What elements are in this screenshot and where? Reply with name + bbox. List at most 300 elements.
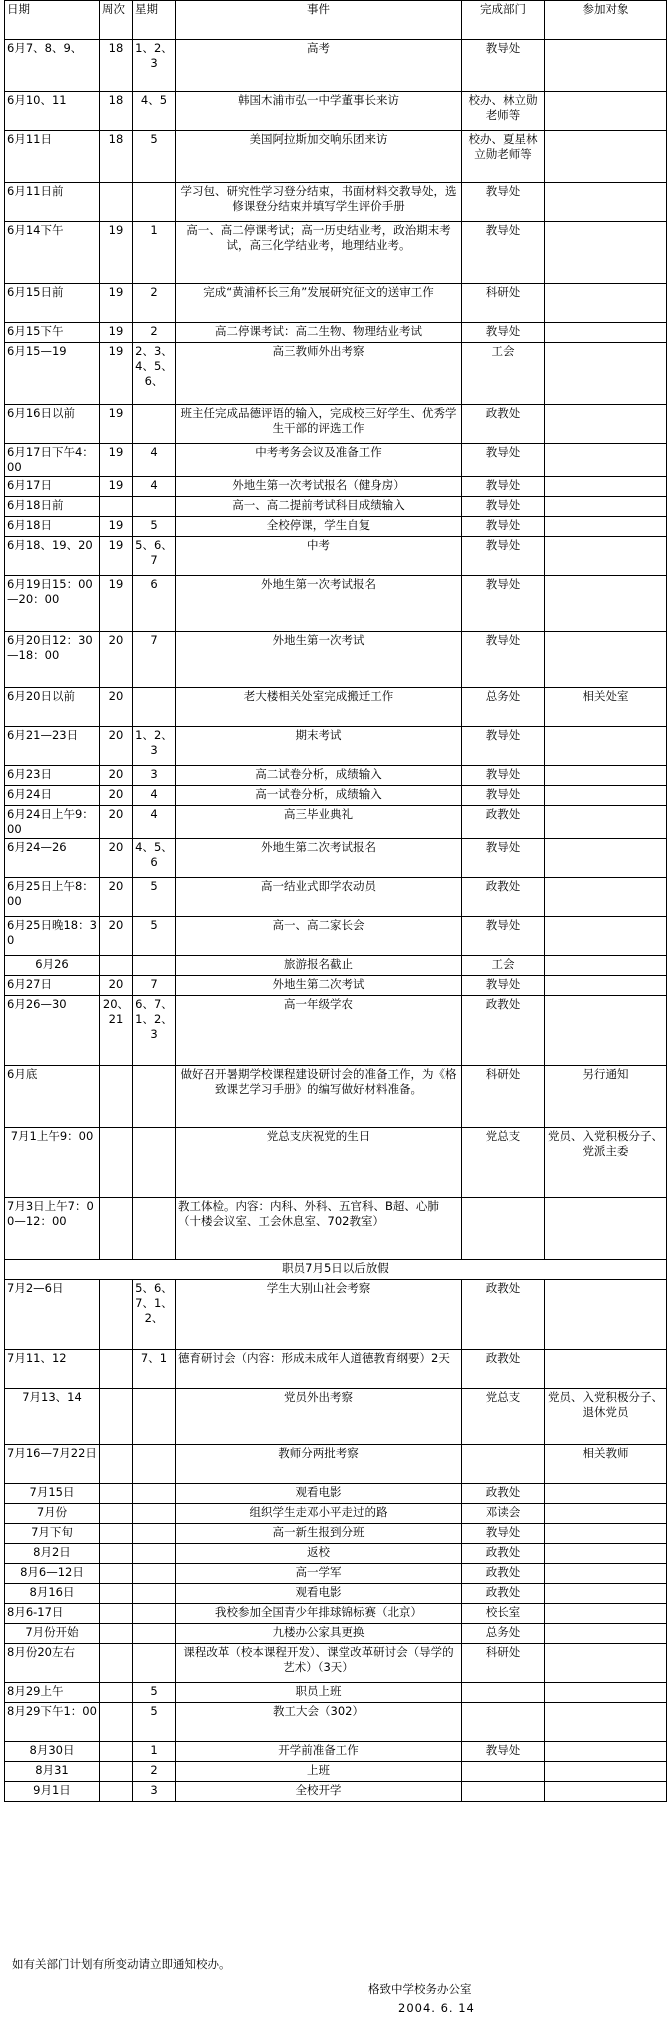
cell-target	[545, 1504, 667, 1524]
table-row	[5, 537, 667, 576]
cell-dept: 教导处	[462, 477, 545, 497]
table-row	[5, 917, 667, 956]
cell-event: 外地生第一次考试	[176, 632, 462, 688]
table-row	[5, 444, 667, 477]
cell-event: 高一、高二提前考试科目成绩输入	[176, 497, 462, 517]
cell-date: 8月29下午1：00	[5, 1703, 100, 1742]
cell-target	[545, 1544, 667, 1564]
cell-target	[545, 1782, 667, 1802]
cell-target	[545, 786, 667, 806]
cell-event: 课程改革（校本课程开发）、课堂改革研讨会（导学的艺术）（3天）	[176, 1644, 462, 1683]
cell-day: 6	[133, 576, 176, 632]
schedule-table	[4, 0, 667, 1802]
cell-event: 外地生第二次考试	[176, 976, 462, 996]
table-row	[5, 1584, 667, 1604]
table-row	[5, 517, 667, 537]
cell-target	[545, 323, 667, 343]
cell-event: 九楼办公家具更换	[176, 1624, 462, 1644]
cell-dept	[462, 1445, 545, 1484]
cell-target	[545, 766, 667, 786]
cell-date: 6月20日12：30—18：00	[5, 632, 100, 688]
cell-event: 高二试卷分析，成绩输入	[176, 766, 462, 786]
cell-date: 7月13、14	[5, 1389, 100, 1445]
cell-date: 6月18、19、20	[5, 537, 100, 576]
cell-event: 中考考务会议及准备工作	[176, 444, 462, 477]
cell-event: 高一结业式即学农动员	[176, 878, 462, 917]
cell-target	[545, 632, 667, 688]
cell-week	[100, 1504, 133, 1524]
cell-target	[545, 183, 667, 222]
cell-date: 6月23日	[5, 766, 100, 786]
cell-date: 8月29上午	[5, 1683, 100, 1703]
cell-target	[545, 1703, 667, 1742]
cell-dept	[462, 1782, 545, 1802]
cell-dept: 科研处	[462, 284, 545, 323]
cell-target	[545, 405, 667, 444]
cell-day: 7	[133, 632, 176, 688]
cell-day: 4	[133, 806, 176, 839]
cell-date: 7月11、12	[5, 1350, 100, 1389]
cell-week	[100, 1389, 133, 1445]
cell-week: 19	[100, 576, 133, 632]
cell-event: 高三毕业典礼	[176, 806, 462, 839]
cell-day	[133, 1066, 176, 1128]
cell-dept: 政教处	[462, 1584, 545, 1604]
cell-week	[100, 1644, 133, 1683]
cell-day: 5	[133, 917, 176, 956]
table-row	[5, 1198, 667, 1260]
cell-date: 6月7、8、9、	[5, 40, 100, 92]
cell-dept: 教导处	[462, 786, 545, 806]
cell-target	[545, 806, 667, 839]
table-row	[5, 405, 667, 444]
cell-week: 18	[100, 40, 133, 92]
cell-day: 3	[133, 1782, 176, 1802]
cell-event: 高三教师外出考察	[176, 343, 462, 405]
cell-target	[545, 1350, 667, 1389]
table-row	[5, 1066, 667, 1128]
cell-week	[100, 1782, 133, 1802]
cell-week: 19	[100, 405, 133, 444]
table-row	[5, 1280, 667, 1350]
table-row	[5, 1350, 667, 1389]
cell-event: 学生大别山社会考察	[176, 1280, 462, 1350]
cell-week: 20	[100, 786, 133, 806]
cell-event: 开学前准备工作	[176, 1742, 462, 1762]
cell-dept: 教导处	[462, 222, 545, 284]
cell-event: 教工体检。内容：内科、外科、五官科、B超、心肺（十楼会议室、工会休息室、702教室）	[176, 1198, 462, 1260]
cell-dept: 教导处	[462, 766, 545, 786]
cell-day: 4、5	[133, 92, 176, 131]
cell-dept	[462, 1198, 545, 1260]
cell-day	[133, 1198, 176, 1260]
cell-event: 观看电影	[176, 1584, 462, 1604]
header-week: 周次	[100, 1, 133, 40]
cell-dept: 教导处	[462, 976, 545, 996]
table-row	[5, 1504, 667, 1524]
cell-day: 5	[133, 1683, 176, 1703]
cell-event: 党总支庆祝党的生日	[176, 1128, 462, 1198]
cell-target: 另行通知	[545, 1066, 667, 1128]
cell-date: 6月25日上午8：00	[5, 878, 100, 917]
cell-target	[545, 1624, 667, 1644]
cell-dept: 科研处	[462, 1644, 545, 1683]
cell-target	[545, 537, 667, 576]
table-row	[5, 956, 667, 976]
cell-date: 6月24日	[5, 786, 100, 806]
cell-date: 6月15日前	[5, 284, 100, 323]
cell-week: 19	[100, 343, 133, 405]
cell-event: 班主任完成品德评语的输入，完成校三好学生、优秀学生干部的评选工作	[176, 405, 462, 444]
cell-day	[133, 497, 176, 517]
cell-event: 中考	[176, 537, 462, 576]
cell-week	[100, 1066, 133, 1128]
cell-day: 3	[133, 766, 176, 786]
table-row	[5, 766, 667, 786]
cell-date: 6月24—26	[5, 839, 100, 878]
cell-dept: 教导处	[462, 497, 545, 517]
table-row	[5, 323, 667, 343]
cell-event: 全校停课，学生自复	[176, 517, 462, 537]
cell-day	[133, 1484, 176, 1504]
table-row	[5, 839, 667, 878]
cell-event: 期末考试	[176, 727, 462, 766]
full-width-notice: 职员7月5日以后放假	[5, 1260, 667, 1280]
cell-dept: 教导处	[462, 1742, 545, 1762]
cell-date: 7月2—6日	[5, 1280, 100, 1350]
header-event: 事件	[176, 1, 462, 40]
cell-event: 职员上班	[176, 1683, 462, 1703]
cell-target	[545, 878, 667, 917]
table-row	[5, 688, 667, 727]
cell-day: 5	[133, 131, 176, 183]
table-row	[5, 1683, 667, 1703]
cell-day	[133, 1128, 176, 1198]
table-row	[5, 806, 667, 839]
cell-day: 5、6、7	[133, 537, 176, 576]
table-row	[5, 727, 667, 766]
table-row	[5, 632, 667, 688]
cell-day: 2、3、4、5、6、	[133, 343, 176, 405]
cell-week	[100, 1683, 133, 1703]
cell-event: 返校	[176, 1544, 462, 1564]
cell-event: 学习包、研究性学习登分结束，书面材料交教导处，选修课登分结束并填写学生评价手册	[176, 183, 462, 222]
header-dept: 完成部门	[462, 1, 545, 40]
cell-dept: 教导处	[462, 576, 545, 632]
table-row	[5, 183, 667, 222]
table-row	[5, 1544, 667, 1564]
cell-week	[100, 1703, 133, 1742]
cell-event: 老大楼相关处室完成搬迁工作	[176, 688, 462, 727]
cell-target	[545, 1742, 667, 1762]
cell-week	[100, 1350, 133, 1389]
cell-dept: 校办、林立勋老师等	[462, 92, 545, 131]
cell-day	[133, 1544, 176, 1564]
cell-week	[100, 1544, 133, 1564]
cell-day: 4、5、6	[133, 839, 176, 878]
cell-dept: 教导处	[462, 727, 545, 766]
cell-week	[100, 1524, 133, 1544]
cell-dept: 教导处	[462, 517, 545, 537]
cell-day	[133, 1564, 176, 1584]
cell-dept: 校办、夏星林立勋老师等	[462, 131, 545, 183]
cell-day	[133, 1644, 176, 1683]
cell-week: 20	[100, 806, 133, 839]
cell-day: 6、7、1、2、3	[133, 996, 176, 1066]
cell-date: 6月21—23日	[5, 727, 100, 766]
cell-event: 高一年级学农	[176, 996, 462, 1066]
cell-date: 7月3日上午7：00—12：00	[5, 1198, 100, 1260]
cell-event: 韩国木浦市弘一中学董事长来访	[176, 92, 462, 131]
cell-date: 7月15日	[5, 1484, 100, 1504]
cell-dept: 教导处	[462, 537, 545, 576]
cell-day	[133, 1624, 176, 1644]
cell-target	[545, 1524, 667, 1544]
table-row	[5, 1445, 667, 1484]
footer-org: 格致中学校务办公室	[368, 1982, 472, 1996]
cell-week: 18	[100, 92, 133, 131]
cell-week: 20	[100, 917, 133, 956]
cell-dept: 政教处	[462, 878, 545, 917]
cell-dept: 政教处	[462, 405, 545, 444]
cell-target	[545, 444, 667, 477]
cell-date: 6月20日以前	[5, 688, 100, 727]
header-target: 参加对象	[545, 1, 667, 40]
cell-event: 旅游报名截止	[176, 956, 462, 976]
cell-target	[545, 1604, 667, 1624]
cell-target	[545, 497, 667, 517]
cell-date: 8月2日	[5, 1544, 100, 1564]
cell-day	[133, 1504, 176, 1524]
cell-day	[133, 688, 176, 727]
table-row	[5, 576, 667, 632]
cell-event: 上班	[176, 1762, 462, 1782]
table-row	[5, 343, 667, 405]
cell-date: 6月18日	[5, 517, 100, 537]
cell-dept: 工会	[462, 343, 545, 405]
cell-date: 8月31	[5, 1762, 100, 1782]
cell-week: 19	[100, 323, 133, 343]
cell-target	[545, 1762, 667, 1782]
cell-day: 4	[133, 477, 176, 497]
cell-event: 高一试卷分析，成绩输入	[176, 786, 462, 806]
cell-day: 2	[133, 323, 176, 343]
cell-day	[133, 405, 176, 444]
cell-dept: 教导处	[462, 917, 545, 956]
table-row	[5, 1703, 667, 1742]
cell-day: 1、2、3	[133, 40, 176, 92]
cell-date: 6月11日	[5, 131, 100, 183]
cell-dept: 政教处	[462, 996, 545, 1066]
table-row	[5, 976, 667, 996]
cell-week: 20	[100, 727, 133, 766]
cell-week: 19	[100, 477, 133, 497]
cell-target	[545, 222, 667, 284]
table-row	[5, 1260, 667, 1280]
cell-day: 1	[133, 1742, 176, 1762]
cell-event: 完成“黄浦杯长三角”发展研究征文的送审工作	[176, 284, 462, 323]
cell-dept	[462, 1703, 545, 1742]
cell-date: 6月18日前	[5, 497, 100, 517]
cell-day	[133, 1524, 176, 1544]
cell-week: 20	[100, 632, 133, 688]
cell-dept	[462, 1683, 545, 1703]
table-row	[5, 1624, 667, 1644]
cell-day	[133, 956, 176, 976]
cell-day	[133, 1584, 176, 1604]
cell-target	[545, 1644, 667, 1683]
cell-week	[100, 1584, 133, 1604]
cell-week: 20	[100, 839, 133, 878]
cell-target	[545, 40, 667, 92]
cell-dept: 总务处	[462, 688, 545, 727]
header-row	[5, 1, 667, 40]
cell-week	[100, 1742, 133, 1762]
cell-day: 2	[133, 1762, 176, 1782]
cell-dept: 教导处	[462, 632, 545, 688]
cell-event: 教师分两批考察	[176, 1445, 462, 1484]
cell-week: 19	[100, 284, 133, 323]
table-row	[5, 1484, 667, 1504]
table-row	[5, 1782, 667, 1802]
cell-target	[545, 576, 667, 632]
cell-dept: 教导处	[462, 323, 545, 343]
cell-week	[100, 1484, 133, 1504]
cell-date: 6月17日	[5, 477, 100, 497]
cell-date: 8月30日	[5, 1742, 100, 1762]
cell-event: 外地生第二次考试报名	[176, 839, 462, 878]
cell-date: 6月26—30	[5, 996, 100, 1066]
cell-week	[100, 956, 133, 976]
cell-event: 观看电影	[176, 1484, 462, 1504]
table-row	[5, 1742, 667, 1762]
cell-date: 8月6—12日	[5, 1564, 100, 1584]
cell-week	[100, 1604, 133, 1624]
table-row	[5, 1604, 667, 1624]
cell-event: 高一、高二家长会	[176, 917, 462, 956]
schedule-body	[5, 40, 667, 1802]
cell-date: 7月份	[5, 1504, 100, 1524]
table-row	[5, 1524, 667, 1544]
table-row	[5, 40, 667, 92]
cell-target	[545, 996, 667, 1066]
table-row	[5, 786, 667, 806]
cell-date: 6月14下午	[5, 222, 100, 284]
cell-target	[545, 1280, 667, 1350]
cell-dept: 工会	[462, 956, 545, 976]
cell-target: 党员、入党积极分子、退休党员	[545, 1389, 667, 1445]
cell-dept: 教导处	[462, 444, 545, 477]
cell-target	[545, 92, 667, 131]
cell-day	[133, 1604, 176, 1624]
cell-date: 6月27日	[5, 976, 100, 996]
cell-event: 教工大会（302）	[176, 1703, 462, 1742]
cell-week: 19	[100, 537, 133, 576]
cell-event: 美国阿拉斯加交响乐团来访	[176, 131, 462, 183]
header-day: 星期	[133, 1, 176, 40]
cell-week	[100, 1198, 133, 1260]
cell-dept: 党总支	[462, 1389, 545, 1445]
cell-event: 高一、高二停课考试；高一历史结业考，政治期末考试，高三化学结业考，地理结业考。	[176, 222, 462, 284]
cell-target: 相关教师	[545, 1445, 667, 1484]
cell-target: 党员、入党积极分子、党派主委	[545, 1128, 667, 1198]
cell-day	[133, 183, 176, 222]
table-row	[5, 477, 667, 497]
cell-week	[100, 1128, 133, 1198]
cell-dept: 政教处	[462, 1484, 545, 1504]
table-row	[5, 1128, 667, 1198]
cell-week	[100, 1280, 133, 1350]
cell-date: 6月15下午	[5, 323, 100, 343]
cell-target	[545, 284, 667, 323]
cell-event: 我校参加全国青少年排球锦标赛（北京）	[176, 1604, 462, 1624]
cell-date: 6月25日晚18：30	[5, 917, 100, 956]
table-row	[5, 1564, 667, 1584]
cell-event: 党员外出考察	[176, 1389, 462, 1445]
cell-dept: 教导处	[462, 839, 545, 878]
table-row	[5, 996, 667, 1066]
cell-event: 外地生第一次考试报名（健身房）	[176, 477, 462, 497]
cell-target	[545, 1198, 667, 1260]
cell-date: 7月16—7月22日	[5, 1445, 100, 1484]
cell-week	[100, 1445, 133, 1484]
cell-dept: 政教处	[462, 1350, 545, 1389]
cell-target	[545, 1484, 667, 1504]
cell-target	[545, 956, 667, 976]
table-row	[5, 284, 667, 323]
table-row	[5, 92, 667, 131]
cell-event: 德育研讨会（内容：形成未成年人道德教育纲要）2天	[176, 1350, 462, 1389]
cell-day: 4	[133, 786, 176, 806]
cell-dept: 政教处	[462, 1564, 545, 1584]
cell-date: 6月26	[5, 956, 100, 976]
cell-date: 7月下旬	[5, 1524, 100, 1544]
cell-week	[100, 1624, 133, 1644]
cell-week	[100, 1564, 133, 1584]
cell-date: 7月1上午9：00	[5, 1128, 100, 1198]
table-row	[5, 1389, 667, 1445]
cell-target	[545, 1564, 667, 1584]
cell-dept: 科研处	[462, 1066, 545, 1128]
cell-event: 高考	[176, 40, 462, 92]
cell-date: 6月10、11	[5, 92, 100, 131]
cell-date: 7月份开始	[5, 1624, 100, 1644]
cell-target	[545, 976, 667, 996]
cell-target	[545, 839, 667, 878]
table-row	[5, 878, 667, 917]
cell-dept	[462, 1762, 545, 1782]
cell-event: 全校开学	[176, 1782, 462, 1802]
cell-date: 6月11日前	[5, 183, 100, 222]
cell-dept: 党总支	[462, 1128, 545, 1198]
cell-event: 外地生第一次考试报名	[176, 576, 462, 632]
cell-day	[133, 1445, 176, 1484]
cell-dept: 政教处	[462, 1544, 545, 1564]
cell-day: 2	[133, 284, 176, 323]
cell-day: 5、6、7、1、2、	[133, 1280, 176, 1350]
cell-day: 5	[133, 878, 176, 917]
cell-target	[545, 517, 667, 537]
cell-week: 19	[100, 517, 133, 537]
table-row	[5, 497, 667, 517]
table-row	[5, 1644, 667, 1683]
cell-week: 20	[100, 766, 133, 786]
cell-day: 1、2、3	[133, 727, 176, 766]
footer-note: 如有关部门计划有所变动请立即通知校办。	[12, 1957, 231, 1971]
table-row	[5, 222, 667, 284]
cell-target	[545, 477, 667, 497]
cell-event: 高二停课考试：高二生物、物理结业考试	[176, 323, 462, 343]
